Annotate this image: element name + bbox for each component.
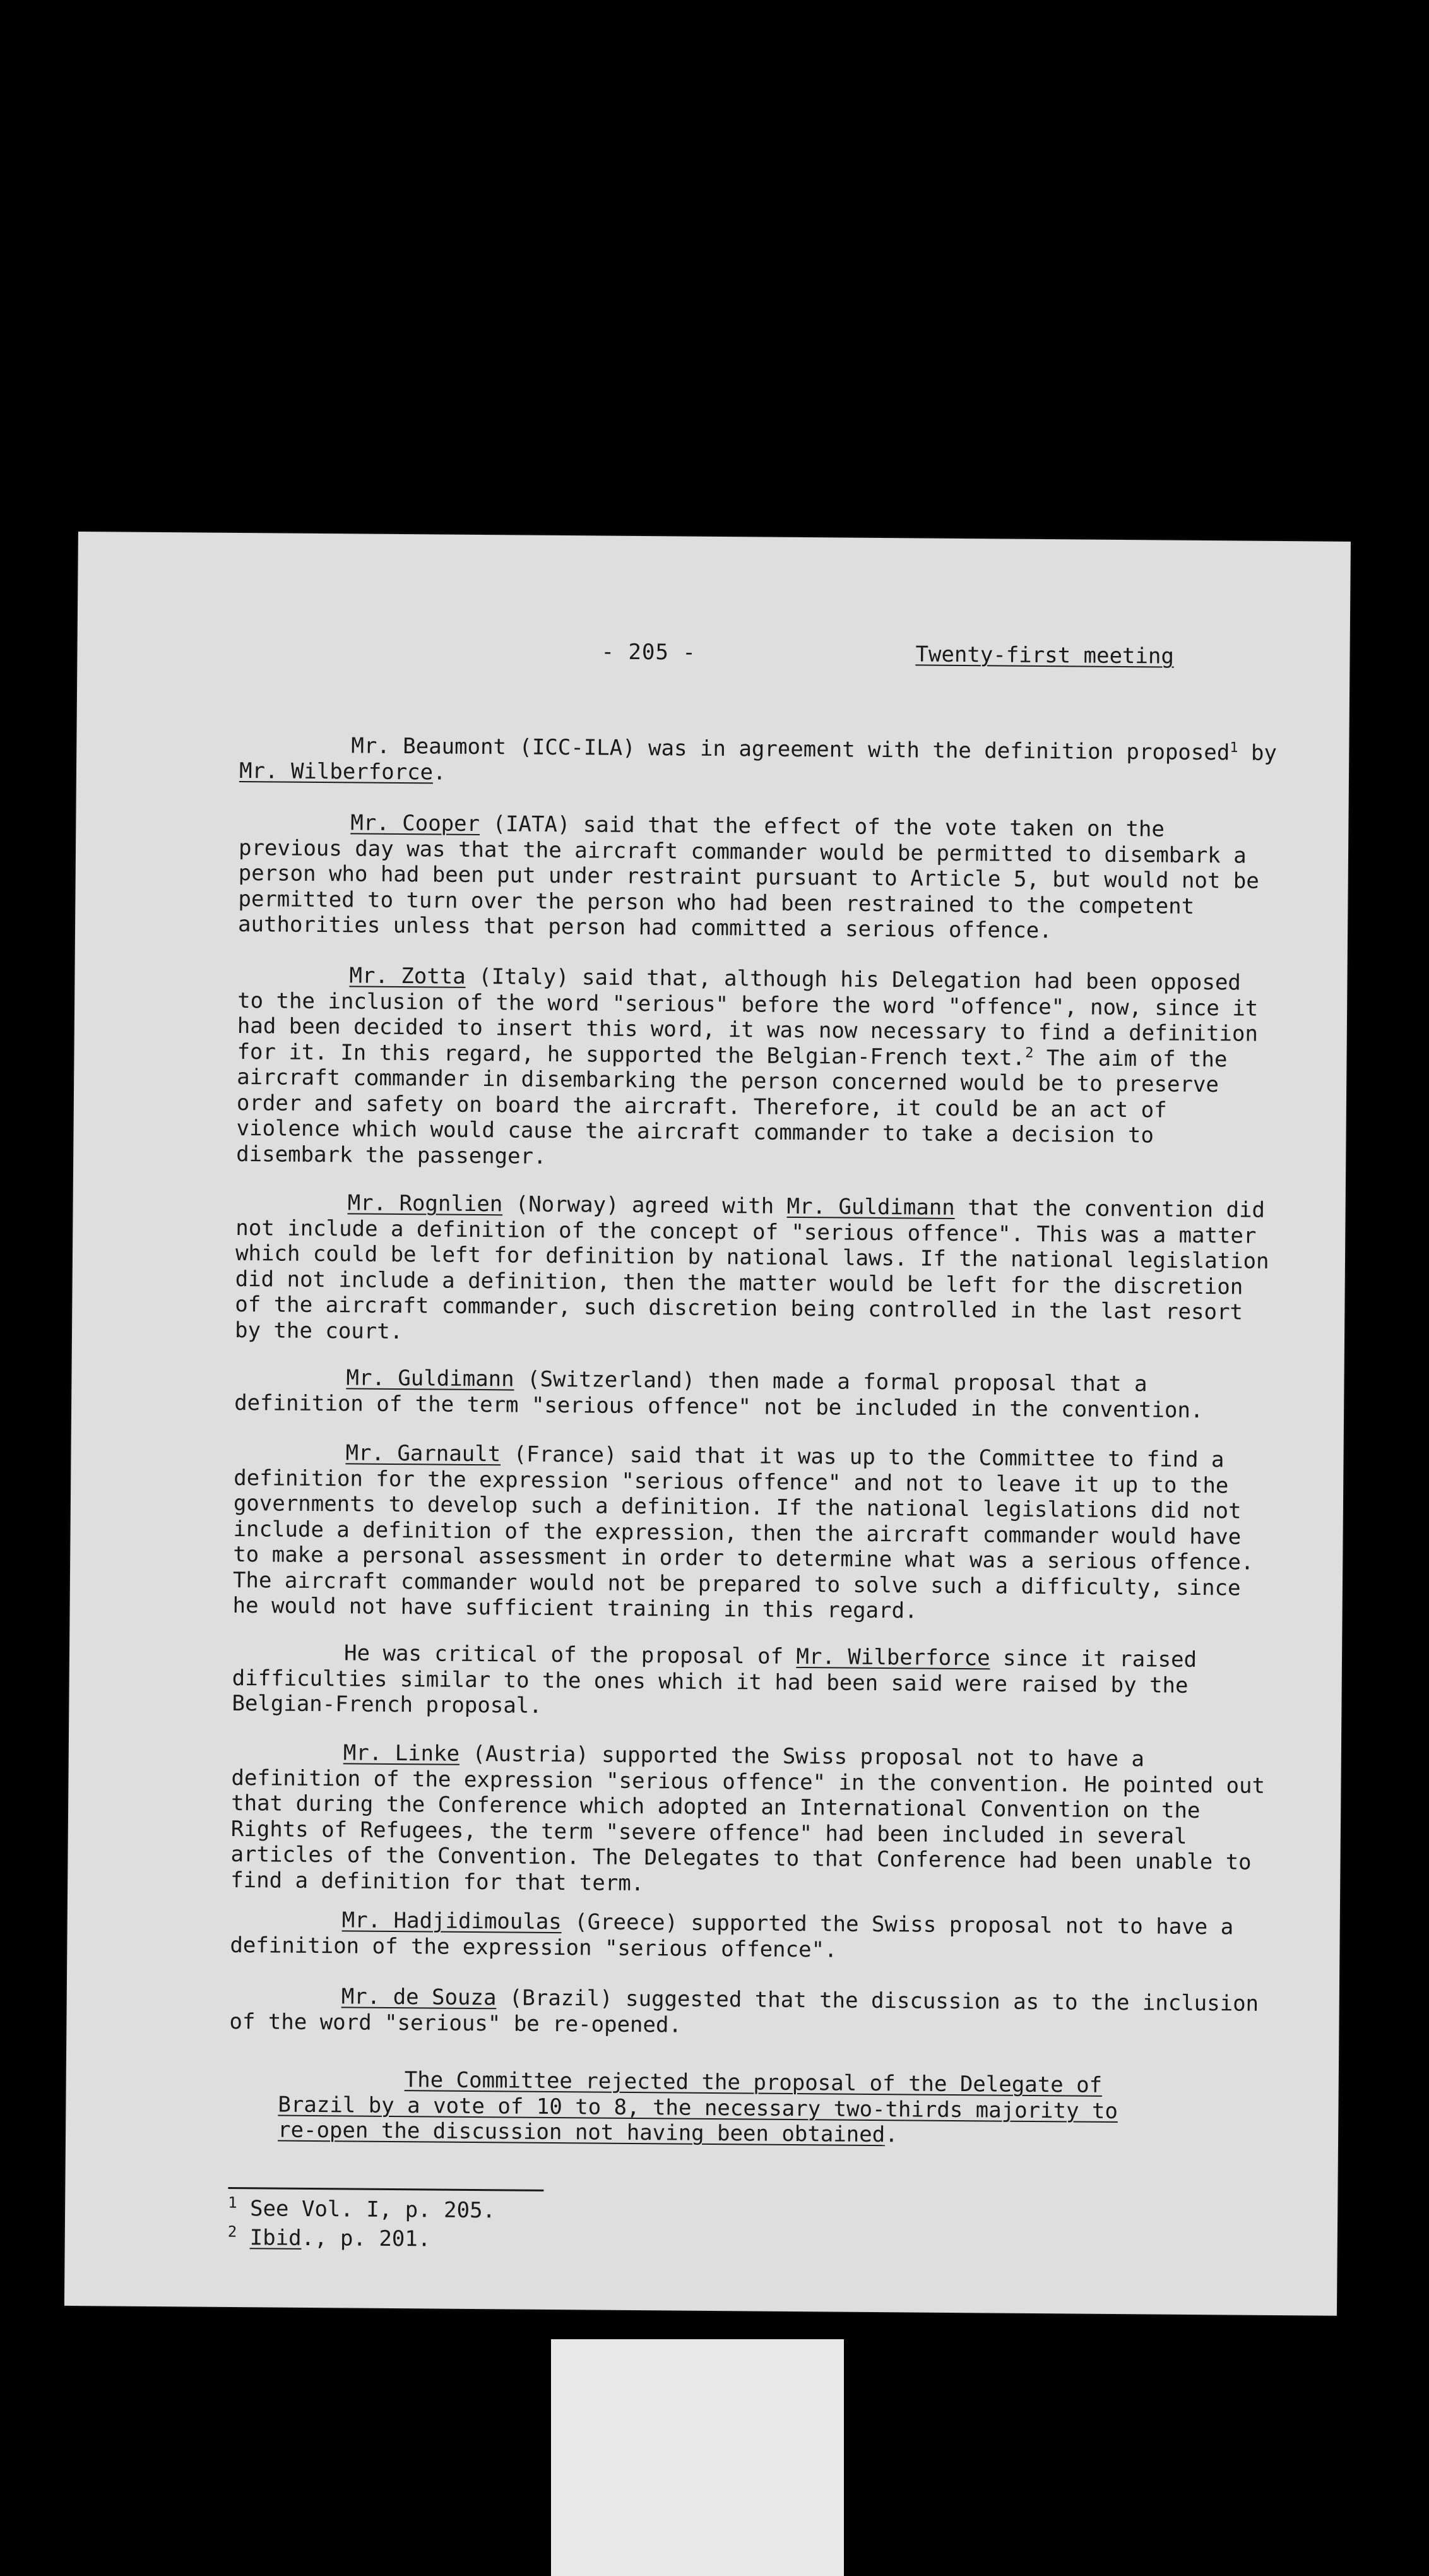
paragraph-text: He was critical of the proposal of xyxy=(343,1640,797,1669)
paragraph-text: (IATA) said that the effect of the vote taken on the previous day was that the aircraft commander would be permitted to disembark a person who had been put under restraint pursuant to Article 5, but would not be permitted to turn over the person who had been restrained to the competent authorities unless that person had committed a serious offence. xyxy=(237,811,1259,944)
speaker-name: Mr. Rognlien xyxy=(347,1190,503,1217)
paragraph-text: . xyxy=(432,759,446,785)
paragraph-text: (France) said that it was up to the Committee to find a definition for the expression "serious offence" and not to leave it up to the governments to develop such a definition. If the national legislations did not include a definition of the expression, then the aircraft commander would have to make a personal assessment in order to determine what was a serious offence. The aircraft commander would not be prepared to solve such a difficulty, since he would not have sufficient training in this regard. xyxy=(232,1441,1254,1624)
footnote xyxy=(227,2222,431,2252)
footnote-divider xyxy=(228,2187,543,2191)
paragraph xyxy=(236,962,1279,1175)
speaker-name: Mr. de Souza xyxy=(341,1984,497,2011)
paragraph-text: Mr. Beaumont (ICC-ILA) was in agreement with the definition proposed xyxy=(351,733,1230,766)
decision-text: The Committee rejected the proposal of the Delegate of Brazil by a vote of 10 to 8, the necessary two-thirds majority to re-open the discussion not having been obtained xyxy=(277,2067,1118,2148)
footnote xyxy=(228,2193,496,2224)
paragraph xyxy=(234,1364,1276,1424)
speaker-name: Mr. Hadjidimoulas xyxy=(341,1907,562,1935)
paragraph xyxy=(230,1739,1273,1901)
paragraph-text: (Austria) supported the Swiss proposal not to have a definition of the expression "serious offence" in the convention. He pointed out that during the Conference which adopted an International Convention on the Rights of Refugees, the term "severe offence" had been included in several articles of the Convention. The Delegates to that Conference had been unable to find a definition for that term. xyxy=(230,1741,1266,1896)
speaker-name: Mr. Guldimann xyxy=(786,1193,955,1220)
decision-end: . xyxy=(885,2122,898,2148)
paragraph-text: by xyxy=(1238,740,1278,766)
page-number: - 205 - xyxy=(601,639,696,665)
paragraph-text: (Switzerland) then made a formal proposal that a definition of the term "serious offence" not be included in the convention. xyxy=(234,1366,1204,1423)
footnote-ref: 2 xyxy=(1025,1044,1034,1061)
footnote-text: ., p. 201. xyxy=(301,2225,431,2252)
paragraph xyxy=(232,1640,1274,1724)
speaker-name: Mr. Guldimann xyxy=(346,1365,514,1392)
paragraph xyxy=(232,1440,1275,1626)
footnote-number: 1 xyxy=(228,2193,237,2212)
speaker-name: Mr. Zotta xyxy=(349,963,466,989)
footnote-text: See Vol. I, p. 205. xyxy=(237,2196,496,2224)
footnote-ref: 1 xyxy=(1230,740,1238,756)
speaker-name: Mr. Wilberforce xyxy=(239,758,434,785)
committee-decision xyxy=(278,2066,1162,2150)
speaker-name: Mr. Cooper xyxy=(350,810,480,837)
paragraph xyxy=(230,1907,1272,1966)
page-text xyxy=(64,532,1351,2316)
paragraph-text: The aim of the aircraft commander in disembarking the person concerned would be to preserve order and safety on board the aircraft. Therefore, it could be an act of violence which would cause the aircraft commander to take a decision to disembark the passenger. xyxy=(236,1045,1228,1169)
paragraph-text: (Greece) supported the Swiss proposal not to have a definition of the expression "serious offence". xyxy=(230,1909,1234,1963)
footnote-number: 2 xyxy=(227,2222,237,2241)
paragraph xyxy=(235,1190,1278,1351)
paper-slip xyxy=(551,2339,844,2576)
paragraph-text: (Norway) agreed with xyxy=(502,1191,787,1219)
document-page xyxy=(64,532,1351,2316)
footnote-ibid: Ibid xyxy=(249,2225,302,2251)
paragraph xyxy=(239,732,1281,792)
paragraph-text: (Brazil) suggested that the discussion as to the inclusion of the word "serious" be re-opened. xyxy=(229,1985,1259,2038)
speaker-name: Mr. Linke xyxy=(343,1740,460,1767)
paragraph xyxy=(238,809,1281,945)
paragraph-text: that the convention did not include a definition of the concept of "serious offence". This was a matter which could be left for definition by national laws. If the national legislation did not include a definition, then the matter would be left for the discretion of the aircraft commander, such discretion being controlled in the last resort by the court. xyxy=(234,1195,1269,1344)
speaker-name: Mr. Wilberforce xyxy=(796,1643,990,1671)
paragraph-text: since it raised difficulties similar to the ones which it had been said were raised by the Belgian-French proposal. xyxy=(232,1645,1197,1719)
paragraph xyxy=(229,1983,1271,2042)
paragraph-text: (Italy) said that, although his Delegation had been opposed to the inclusion of the word "serious" before the word "offence", now, since it had been decided to insert this word, it was now necessary to find a definition for it. In this regard, he supported the Belgian-French text. xyxy=(237,963,1259,1071)
speaker-name: Mr. Garnault xyxy=(345,1440,501,1467)
meeting-title: Twenty-first meeting xyxy=(915,641,1175,669)
